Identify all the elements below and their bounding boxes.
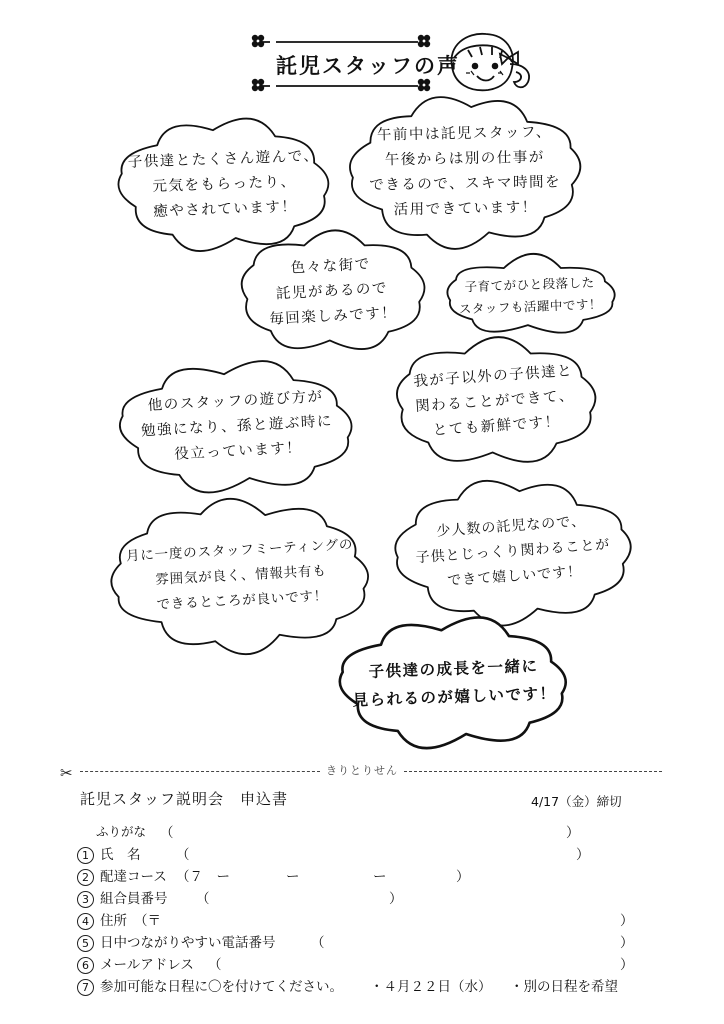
form-row-delivery-course (77, 865, 167, 886)
field-label: 参加可能な日程に〇を付けてください。 (100, 979, 343, 995)
bubble-line: 毎回楽しみです！ (268, 305, 398, 328)
email-field-open[interactable]: （ (208, 957, 222, 973)
delivery-course-dash: ー (373, 869, 387, 885)
bubble-line: 元気をもらったり、 (152, 173, 297, 196)
field-label: 日中つながりやすい電話番号 (100, 935, 276, 951)
flower-icon (252, 35, 264, 47)
phone-field-open[interactable]: （ (311, 935, 325, 951)
member-number-field-open[interactable]: （ (196, 891, 210, 907)
bubble-line: 午前中は託児スタッフ、 (376, 124, 552, 144)
email-field-close: ） (620, 957, 634, 973)
bubble-line: 少人数の託児なので、 (435, 513, 587, 540)
flower-icon (418, 35, 430, 47)
field-label: 氏 名 (100, 847, 141, 863)
bubble-line: できるので、スキマ時間を (369, 174, 562, 194)
bubble-line: 役立っています！ (173, 440, 303, 463)
address-field-close: ） (620, 913, 634, 929)
delivery-course-dash: ー (286, 869, 300, 885)
bubble-text (235, 250, 429, 335)
header (240, 24, 530, 104)
cut-line-label: きりとりせん (326, 764, 398, 777)
row-number: 3 (77, 891, 94, 908)
girl-face-icon (451, 34, 529, 90)
row-number: 6 (77, 957, 94, 974)
scissors-icon: ✂ (60, 764, 73, 782)
flower-icon (252, 79, 264, 91)
address-field-open[interactable]: （〒 (134, 913, 161, 929)
name-field-close: ） (576, 847, 590, 863)
row-number: 5 (77, 935, 94, 952)
furigana-open[interactable]: （ (160, 825, 174, 841)
form-row-address (77, 909, 127, 930)
bubble-text (349, 120, 581, 224)
page-title: 託児スタッフの声 (276, 54, 460, 78)
speech-cloud-3 (237, 236, 427, 348)
furigana-close: ） (566, 825, 580, 841)
speech-cloud-1 (117, 124, 332, 246)
cut-line (62, 762, 662, 782)
bubble-line: できて嬉しいです！ (446, 563, 583, 590)
phone-field-close: ） (620, 935, 634, 951)
speech-cloud-5 (118, 368, 356, 486)
row-number: 2 (77, 869, 94, 886)
dashed-line (404, 771, 662, 772)
speech-cloud-4 (440, 260, 620, 332)
furigana-label: ふりがな (96, 824, 147, 839)
bubble-line: スタッフも活躍中です！ (458, 296, 603, 317)
bubble-line: 勉強になり、孫と遊ぶ時に (140, 413, 334, 440)
row-number: 4 (77, 913, 94, 930)
bubble-line: 午後からは別の仕事が (384, 149, 545, 169)
bubble-line: 子供達の成長を一緒に (368, 657, 539, 681)
bubble-text (390, 357, 601, 446)
field-label: 組合員番号 (100, 891, 168, 907)
bubble-line: 子供達とたくさん遊んで、 (127, 148, 320, 171)
bubble-line: 我が子以外の子供達と (412, 363, 574, 391)
bubble-line: 色々な街で (290, 256, 372, 277)
form-row-phone (77, 931, 276, 952)
bubble-line: 活用できています！ (393, 199, 538, 219)
bubble-text (108, 532, 374, 621)
bubble-line: 託児があるので (275, 280, 389, 303)
speech-cloud-8 (395, 486, 631, 618)
name-field-open[interactable]: （ (176, 847, 190, 863)
schedule-option-apr22[interactable]: ・４月２２日（水） (370, 979, 492, 995)
field-label: 住所 (100, 913, 127, 929)
bubble-text (439, 271, 620, 321)
form-row-email (77, 953, 194, 974)
bubble-line: 子供とじっくり関わることが (415, 536, 611, 567)
bubble-line: 癒やされています！ (153, 198, 298, 220)
speech-cloud-7 (110, 506, 372, 646)
bubble-text (116, 383, 358, 470)
row-number: 1 (77, 847, 94, 864)
field-label: 配達コース (100, 869, 167, 885)
speech-cloud-6 (392, 344, 598, 460)
bubble-line: とても新鮮です！ (432, 413, 562, 439)
field-label: メールアドレス (100, 957, 194, 973)
speech-cloud-9 (338, 624, 570, 742)
delivery-course-field-open[interactable]: （７ ー (176, 869, 230, 885)
form-row-schedule (77, 975, 343, 996)
bubble-line: 見られるのが嬉しいです！ (352, 684, 557, 710)
form-row-name (77, 843, 141, 864)
bubble-text (116, 144, 333, 226)
form-title: 託児スタッフ説明会 申込書 (80, 790, 289, 808)
row-number: 7 (77, 979, 94, 996)
bubble-line: 関わることができて、 (414, 387, 576, 416)
member-number-field-close: ） (389, 891, 403, 907)
bubble-line: 月に一度のスタッフミーティングの (125, 536, 354, 565)
speech-cloud-2 (350, 102, 580, 242)
schedule-option-other[interactable]: ・別の日程を希望 (510, 979, 618, 995)
dashed-line (80, 771, 320, 772)
bubble-line: できるところが良いです！ (156, 587, 329, 613)
bubble-line: 子育てがひと段落した (464, 274, 595, 295)
form-row-member-number (77, 887, 168, 908)
flower-icon (418, 79, 430, 91)
bubble-line: 他のスタッフの遊び方が (147, 388, 324, 415)
bubble-text (337, 651, 571, 715)
deadline: 4/17（金）締切 (531, 794, 622, 809)
delivery-course-field-close: ） (456, 869, 470, 885)
bubble-line: 雰囲気が良く、情報共有も (155, 563, 327, 588)
